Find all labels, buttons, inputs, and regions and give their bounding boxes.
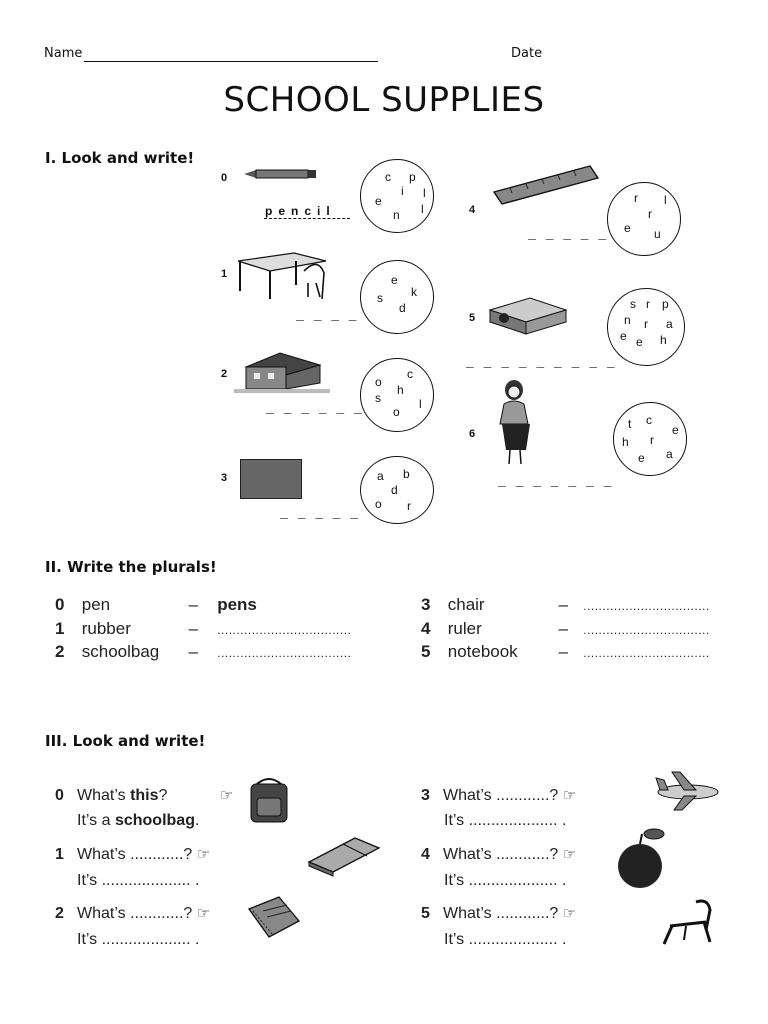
- answer-blank[interactable]: _ _ _ _ _ _: [266, 401, 363, 416]
- pointing-hand-icon: ☞: [196, 846, 211, 863]
- plural-row: 2 schoolbag – ...................................: [55, 642, 352, 661]
- answer-blank[interactable]: _ _ _ _ _ _ _: [498, 474, 613, 489]
- school-icon: [234, 349, 330, 394]
- letter-circle: t c e h r e a: [613, 402, 687, 476]
- plural-blank[interactable]: ...................................: [217, 623, 352, 637]
- plural-blank[interactable]: ...................................: [217, 646, 352, 660]
- question-line: 1 What’s ............? ☞: [55, 846, 211, 863]
- letter-circle: a b d o r: [360, 456, 434, 524]
- answer-blank[interactable]: _ _ _ _ _ _ _ _ _: [466, 355, 616, 370]
- plural-blank[interactable]: .................................: [583, 646, 710, 660]
- airplane-icon: [652, 768, 720, 812]
- answer-line[interactable]: It’s .................... .: [444, 931, 567, 948]
- name-label: Name: [44, 46, 83, 61]
- item-number: 0: [221, 172, 228, 184]
- teacher-icon: [494, 378, 536, 470]
- section-2-title: . Write the plurals!: [56, 558, 217, 576]
- plural-row: 4 ruler – .................................: [421, 619, 710, 638]
- section-1-heading: [45, 149, 194, 167]
- letter-circle: s r p n r a e e h: [607, 288, 685, 366]
- item-number: 1: [221, 268, 228, 280]
- answer-blank[interactable]: _ _ _ _: [296, 308, 358, 323]
- item-number: 5: [469, 312, 476, 324]
- chair-icon: [660, 896, 718, 948]
- question-line: 3 What’s ............? ☞: [421, 787, 577, 804]
- question-line: 4 What’s ............? ☞: [421, 846, 577, 863]
- section-1-title: . Look and write!: [50, 149, 195, 167]
- ruler-icon: [490, 162, 602, 207]
- section-2-roman: II: [45, 558, 57, 576]
- item-number: 6: [469, 428, 476, 440]
- pointing-hand-icon: ☞: [562, 846, 577, 863]
- answer-blank[interactable]: _ _ _ _ _: [280, 506, 360, 521]
- pointing-hand-icon: ☞: [196, 905, 211, 922]
- section-3-roman: III: [45, 732, 62, 750]
- eraser-icon: [305, 830, 383, 878]
- desk-icon: [234, 247, 329, 302]
- plural-blank[interactable]: .................................: [583, 623, 710, 637]
- plural-blank[interactable]: .................................: [583, 599, 710, 613]
- board-icon: [240, 459, 302, 499]
- letter-circle: r l r e u: [607, 182, 681, 256]
- section-2-heading: [45, 558, 217, 576]
- plural-answer: pens: [217, 595, 257, 614]
- section-3-heading: [45, 732, 205, 750]
- ghost-text: [480, 150, 483, 160]
- answer-underline: [264, 218, 350, 219]
- pointing-hand-icon: ☞: [219, 787, 234, 804]
- item-number: 4: [469, 204, 476, 216]
- pointing-hand-icon: ☞: [562, 787, 577, 804]
- answer-line[interactable]: It’s .................... .: [444, 812, 567, 829]
- question-line: 5 What’s ............? ☞: [421, 905, 577, 922]
- letter-circle: c p i e l n l: [360, 159, 434, 233]
- answer-line: It’s a schoolbag.: [77, 812, 200, 829]
- answer-line[interactable]: It’s .................... .: [444, 872, 567, 889]
- plural-row: 3 chair – .................................: [421, 595, 710, 614]
- item-number: 2: [221, 368, 228, 380]
- answer-line[interactable]: It’s .................... .: [77, 931, 200, 948]
- example-answer: pencil: [265, 204, 336, 218]
- item-number: 3: [221, 472, 228, 484]
- plural-row: 1 rubber – ...................................: [55, 619, 352, 638]
- letter-circle: e k s d: [360, 260, 434, 334]
- apple-icon: [612, 824, 674, 892]
- answer-line[interactable]: It’s .................... .: [77, 872, 200, 889]
- sharpener-icon: [484, 290, 572, 338]
- schoolbag-icon: [245, 776, 293, 826]
- question-line: 0 What’s this? ☞: [55, 787, 234, 804]
- question-line: 2 What’s ............? ☞: [55, 905, 211, 922]
- letter-circle: c o h s l o: [360, 358, 434, 432]
- pencil-icon: [240, 163, 320, 183]
- page-title: SCHOOL SUPPLIES: [223, 80, 545, 120]
- name-line[interactable]: [84, 61, 378, 62]
- section-3-title: . Look and write!: [61, 732, 206, 750]
- section-1-roman: I: [45, 149, 51, 167]
- plural-row: 0 pen – pens: [55, 595, 257, 614]
- notebook-icon: [243, 893, 303, 943]
- plural-row: 5 notebook – .................................: [421, 642, 710, 661]
- date-label: Date: [511, 46, 543, 61]
- answer-blank[interactable]: _ _ _ _ _: [528, 227, 608, 242]
- pointing-hand-icon: ☞: [562, 905, 577, 922]
